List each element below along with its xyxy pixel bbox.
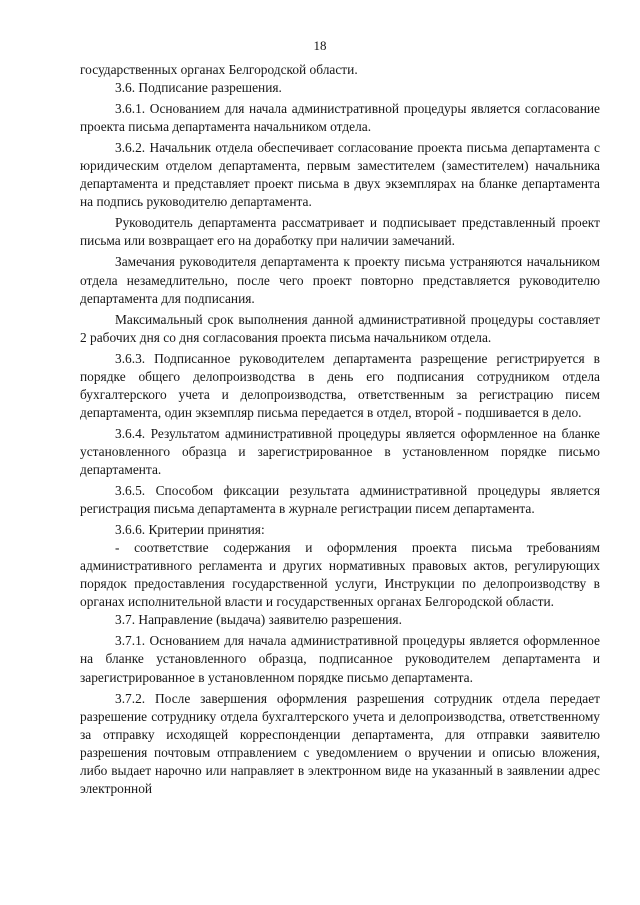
list-item: - соответствие содержания и оформления проекта письма требованиям административного регламента и других нормативных правовых актов, регулирующих порядок предоставления государственной услуги, Инструкции по делопроизводству в органах исполнительной власти и государственных органах Белгородской области.: [80, 540, 600, 610]
paragraph: 3.6.1. Основанием для начала административной процедуры является согласование проекта письма департамента начальником отдела.: [80, 101, 600, 135]
page-number: 18: [313, 38, 327, 53]
paragraph: 3.7.2. После завершения оформления разрешения сотрудник отдела передает разрешение сотруднику отдела бухгалтерского учета и делопроизводства, ответственному за отправку исходящей корреспонденции департамента, для отправки заявителю разрешения почтовым отправлением с уведомлением о вручении и описью вложения, либо выдает нарочно или направляет в электронном виде на указанный в заявлении адрес электронной: [80, 690, 600, 796]
paragraph: 3.6.6. Критерии принятия:: [115, 522, 265, 538]
paragraph: 3.6.5. Способом фиксации результата административной процедуры является регистрация письма департамента в журнале регистрации писем департамента.: [80, 483, 600, 517]
paragraph: Максимальный срок выполнения данной административной процедуры составляет 2 рабочих дня со дня согласования проекта письма начальником отдела.: [80, 311, 600, 345]
paragraph: Руководитель департамента рассматривает и подписывает представленный проект письма или возвращает его на доработку при наличии замечаний.: [80, 215, 600, 249]
section-heading: 3.7. Направление (выдача) заявителю разрешения.: [115, 612, 402, 628]
paragraph: 3.7.1. Основанием для начала административной процедуры является оформленное на бланке установленного образца, подписанное руководителем департамента и зарегистрированное в установленном порядке письмо департамента.: [80, 633, 600, 685]
document-body: [80, 61, 600, 798]
paragraph: 3.6.4. Результатом административной процедуры является оформленное на бланке установленного образца и зарегистрированное в установленном порядке письмо департамента.: [80, 425, 600, 477]
paragraph: Замечания руководителя департамента к проекту письма устраняются начальником отдела незамедлительно, после чего проект повторно представляется руководителю департамента для подписания.: [80, 254, 600, 306]
section-heading: 3.6. Подписание разрешения.: [115, 80, 282, 96]
paragraph: 3.6.3. Подписанное руководителем департамента разрещение регистрируется в порядке общего делопроизводства в день его подписания сотрудником отдела бухгалтерского учета и делопроизводства, ответственным за регистрацию писем департамента, один экземпляр письма передается в отдел, второй - подшивается в дело.: [80, 350, 600, 420]
paragraph: 3.6.2. Начальник отдела обеспечивает согласование проекта письма департамента с юридическим отделом департамента, первым заместителем (заместителем) начальника департамента и представляет проект письма в двух экземплярах на бланке департамента на подпись руководителю департамента.: [80, 140, 600, 210]
paragraph: государственных органах Белгородской области.: [80, 62, 358, 77]
